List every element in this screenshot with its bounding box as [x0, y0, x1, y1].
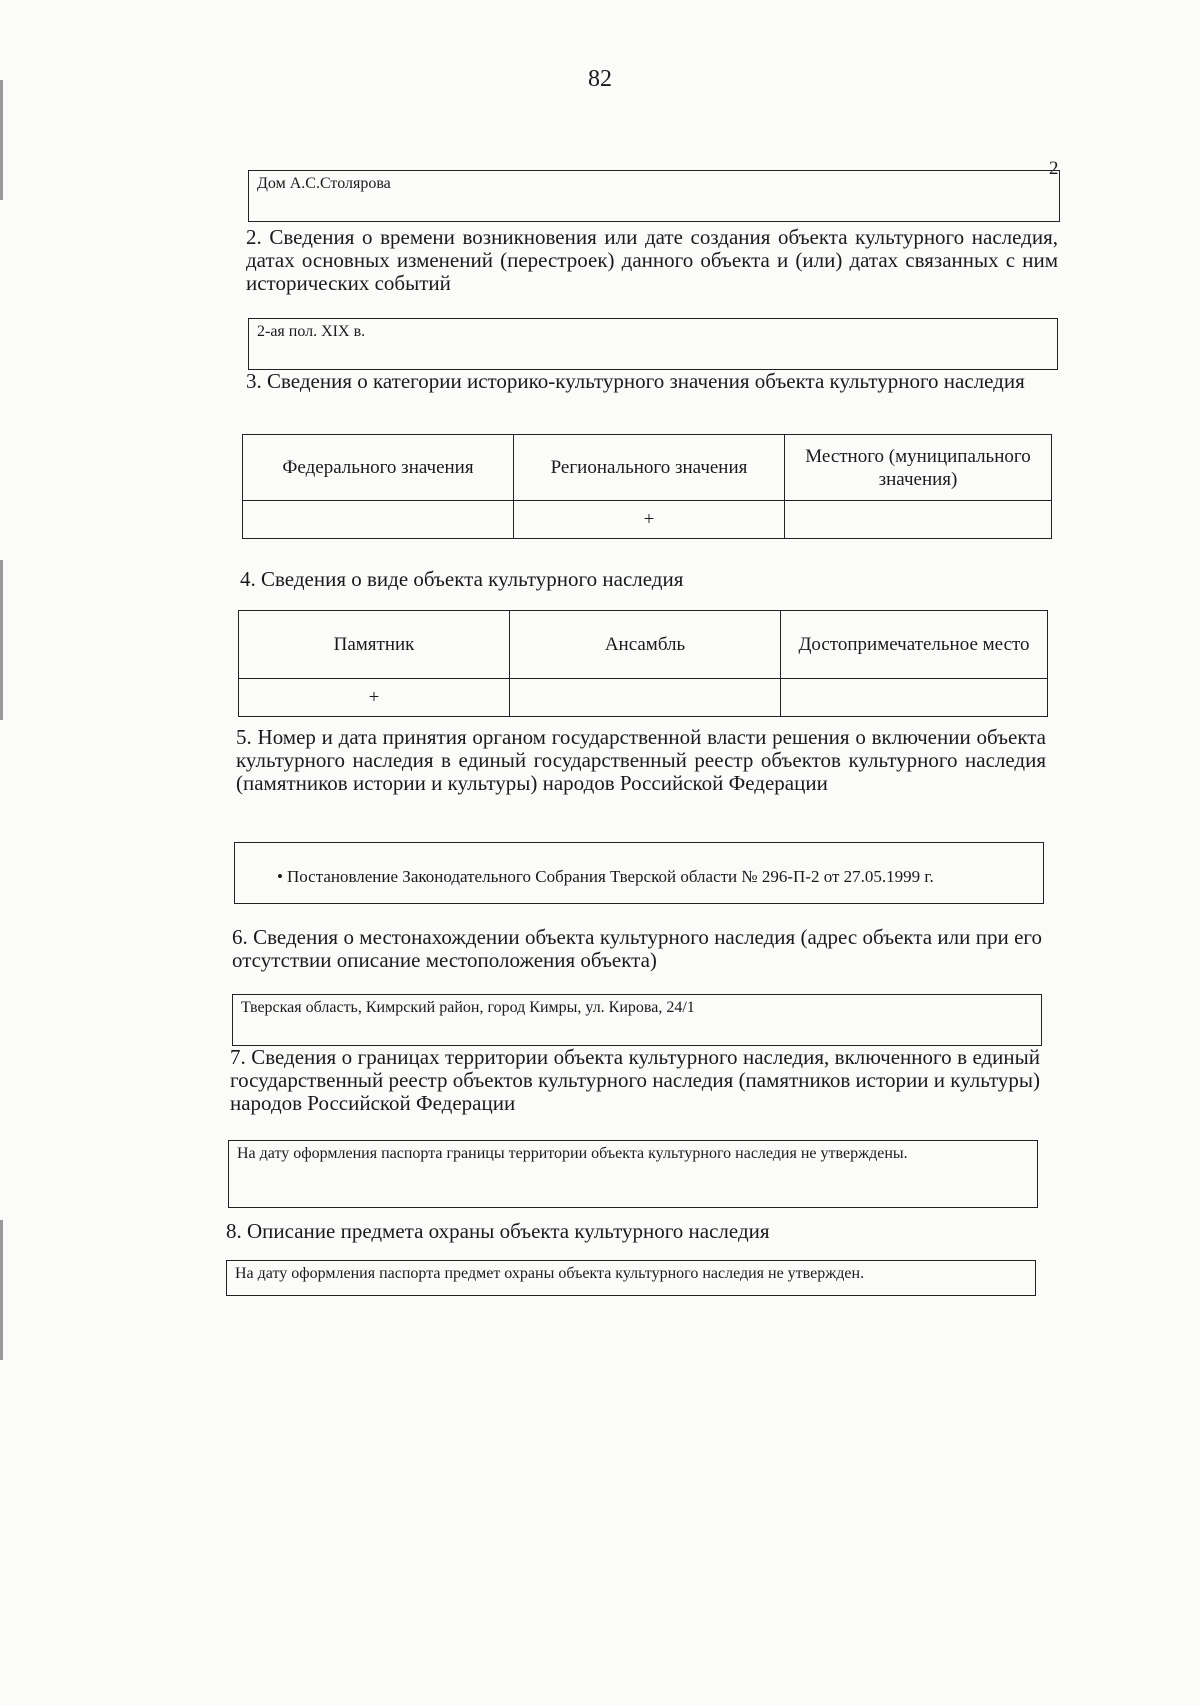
- section-2-value: 2-ая пол. XIX в.: [257, 323, 366, 340]
- section-4-col-ensemble: Ансамбль: [510, 611, 781, 679]
- section-6-value: Тверская область, Кимрский район, город Кимры, ул. Кирова, 24/1: [241, 999, 695, 1016]
- object-name: Дом А.С.Столярова: [257, 175, 391, 192]
- scan-edge-mark: [0, 560, 3, 720]
- section-5-value-box: [234, 842, 1044, 904]
- section-2-value-box: [248, 318, 1058, 370]
- section-4-col-landmark: Достопримечательное место: [781, 611, 1048, 679]
- section-5-heading: 5. Номер и дата принятия органом государственной власти решения о включении объекта культурного наследия в единый государственный реестр объектов культурного наследия (памятников истории и культуры) народов Российской Федерации: [236, 725, 1046, 795]
- section-7-value-box: [228, 1140, 1038, 1208]
- section-3-col-regional: Регионального значения: [514, 435, 785, 501]
- section-7-heading: 7. Сведения о границах территории объекта культурного наследия, включенного в единый государственный реестр объектов культурного наследия (памятников истории и культуры) народов Российской Федерации: [230, 1045, 1040, 1115]
- scan-edge-mark: [0, 80, 3, 200]
- section-3-col-federal: Федерального значения: [243, 435, 514, 501]
- section-3-heading: 3. Сведения о категории историко-культурного значения объекта культурного наследия: [246, 369, 1025, 393]
- section-8-value-box: [226, 1260, 1036, 1296]
- section-6-value-box: [232, 994, 1042, 1046]
- section-3-value-local: [785, 501, 1052, 539]
- section-4-col-monument: Памятник: [239, 611, 510, 679]
- bullet-marker: •: [277, 867, 283, 886]
- sub-page-number: 2: [1049, 158, 1059, 179]
- section-3-table: [242, 434, 1052, 539]
- scan-edge-mark: [0, 1220, 3, 1360]
- section-4-value-landmark: [781, 679, 1048, 717]
- page-number: 82: [588, 66, 612, 92]
- section-4-table: [238, 610, 1048, 717]
- section-5-value: Постановление Законодательного Собрания Тверской области № 296-П-2 от 27.05.1999 г.: [286, 867, 934, 886]
- section-3-col-local: Местного (муниципального значения): [785, 435, 1052, 501]
- section-4-value-monument: +: [239, 679, 510, 717]
- section-4-value-ensemble: [510, 679, 781, 717]
- section-8-value: На дату оформления паспорта предмет охраны объекта культурного наследия не утвержден.: [235, 1265, 865, 1282]
- section-2-heading: 2. Сведения о времени возникновения или дате создания объекта культурного наследия, датах основных изменений (перестроек) данного объекта и (или) датах связанных с ним исторических событий: [246, 225, 1058, 295]
- section-7-value: На дату оформления паспорта границы территории объекта культурного наследия не утверждены.: [237, 1145, 908, 1162]
- section-3-value-regional: +: [514, 501, 785, 539]
- section-4-heading: 4. Сведения о виде объекта культурного наследия: [240, 567, 684, 591]
- section-8-heading: 8. Описание предмета охраны объекта культурного наследия: [226, 1219, 770, 1243]
- object-name-box: [248, 170, 1060, 222]
- section-6-heading: 6. Сведения о местонахождении объекта культурного наследия (адрес объекта или при его отсутствии описание местоположения объекта): [232, 925, 1042, 972]
- section-3-value-federal: [243, 501, 514, 539]
